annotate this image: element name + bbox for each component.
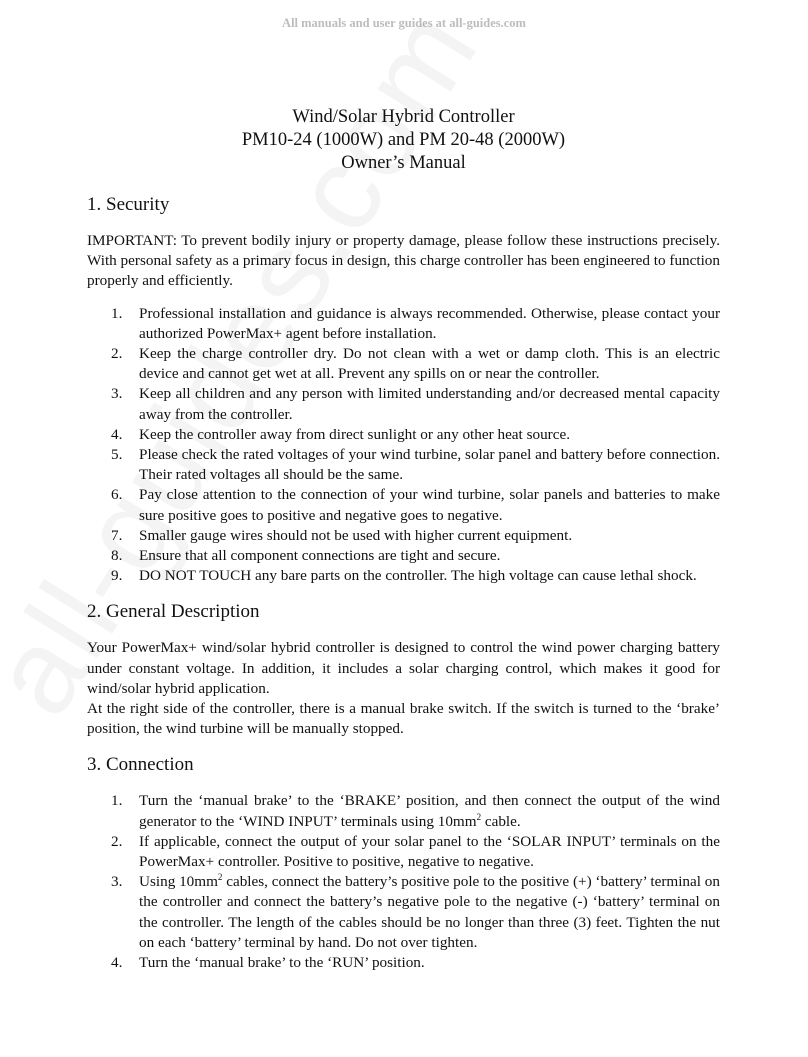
list-number: 3. xyxy=(111,385,123,403)
list-item xyxy=(87,791,720,831)
security-intro: IMPORTANT: To prevent bodily injury or property damage, please follow these instructions precisely. With personal safety as a primary focus in design, this charge controller has been engineered to function properly and efficiently. xyxy=(87,232,720,290)
list-number: 8. xyxy=(111,547,123,565)
section-connection xyxy=(87,753,720,973)
document-title xyxy=(87,106,720,175)
list-text: cables, connect the battery’s positive pole to the positive (+) ‘battery’ terminal on the controller and connect the battery’s negative pole to the negative (-) ‘battery’ terminal on the controller. The length of the cables should be no longer than three (3) feet. Tighten the nut on each ‘battery’ terminal by hand. Do not over tighten. xyxy=(139,873,720,951)
list-number: 2. xyxy=(111,832,123,850)
list-number: 4. xyxy=(111,425,123,443)
list-text: Please check the rated voltages of your wind turbine, solar panel and battery before connection. Their rated voltages all should be the same. xyxy=(139,446,720,484)
list-number: 5. xyxy=(111,446,123,464)
connection-list xyxy=(87,791,720,973)
section-heading: 1. Security xyxy=(87,194,170,215)
list-number: 4. xyxy=(111,954,123,972)
list-text: Ensure that all component connections are tight and secure. xyxy=(139,547,501,565)
title-line-3: Owner’s Manual xyxy=(341,153,466,173)
list-text: Keep the controller away from direct sunlight or any other heat source. xyxy=(139,425,570,443)
list-item xyxy=(87,872,720,953)
title-line-2: PM10-24 (1000W) and PM 20-48 (2000W) xyxy=(241,130,566,150)
general-para-1: Your PowerMax+ wind/solar hybrid controller is designed to control the wind power charging battery under constant voltage. In addition, it includes a solar charging control, which makes it good for wind/solar hybrid application. xyxy=(87,639,720,697)
list-item xyxy=(87,546,720,566)
site-banner: All manuals and user guides at all-guides.com xyxy=(282,16,526,30)
security-list xyxy=(87,304,720,587)
list-item xyxy=(87,832,720,872)
list-item xyxy=(87,566,720,586)
section-heading: 3. Connection xyxy=(87,754,194,776)
section-security xyxy=(87,193,720,586)
list-item xyxy=(87,485,720,525)
list-item xyxy=(87,344,720,384)
general-para-2: At the right side of the controller, there is a manual brake switch. If the switch is turned to the ‘brake’ position, the wind turbine will be manually stopped. xyxy=(87,700,720,738)
list-number: 6. xyxy=(111,486,123,504)
title-line-1: Wind/Solar Hybrid Controller xyxy=(292,107,515,127)
list-number: 3. xyxy=(111,873,123,891)
list-text: Using 10mm xyxy=(139,873,218,891)
list-text: Turn the ‘manual brake’ to the ‘BRAKE’ position, and then connect the output of the wind generator to the ‘WIND INPUT’ terminals using 10mm xyxy=(139,792,720,830)
list-text: Smaller gauge wires should not be used with higher current equipment. xyxy=(139,526,573,544)
list-text: Keep the charge controller dry. Do not clean with a wet or damp cloth. This is an electric device and cannot get wet at all. Prevent any spills on or near the controller. xyxy=(139,345,720,383)
section-general-description xyxy=(87,600,720,739)
list-text: DO NOT TOUCH any bare parts on the controller. The high voltage can cause lethal shock. xyxy=(139,567,697,585)
list-item xyxy=(87,384,720,424)
list-number: 9. xyxy=(111,567,123,585)
list-item xyxy=(87,445,720,485)
list-item xyxy=(87,425,720,445)
list-text: Turn the ‘manual brake’ to the ‘RUN’ position. xyxy=(139,954,425,972)
superscript: 2 xyxy=(217,872,223,883)
list-text: Keep all children and any person with limited understanding and/or decreased mental capacity away from the controller. xyxy=(139,385,720,423)
list-number: 2. xyxy=(111,345,123,363)
section-heading: 2. General Description xyxy=(87,601,260,623)
superscript: 2 xyxy=(476,811,482,822)
list-text: If applicable, connect the output of your solar panel to the ‘SOLAR INPUT’ terminals on the PowerMax+ controller. Positive to positive, negative to negative. xyxy=(139,832,720,871)
list-text: Professional installation and guidance is always recommended. Otherwise, please contact your authorized PowerMax+ agent before installation. xyxy=(139,304,720,342)
list-item xyxy=(87,526,720,546)
list-item xyxy=(87,304,720,344)
list-text: cable. xyxy=(481,812,521,830)
manual-page xyxy=(87,106,720,973)
list-number: 1. xyxy=(111,304,123,322)
list-text: Pay close attention to the connection of your wind turbine, solar panels and batteries to make sure positive goes to positive and negative goes to negative. xyxy=(139,486,720,524)
list-item xyxy=(87,953,720,973)
list-number: 1. xyxy=(111,792,123,810)
list-number: 7. xyxy=(111,526,123,544)
